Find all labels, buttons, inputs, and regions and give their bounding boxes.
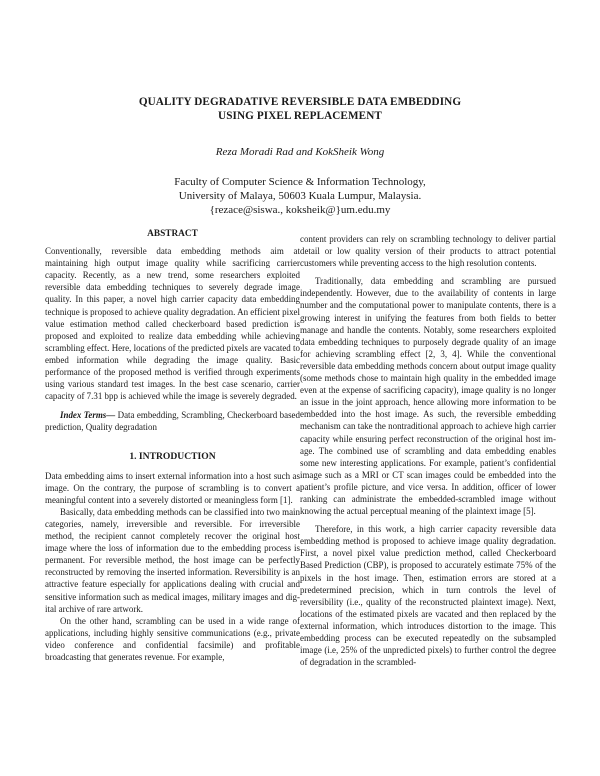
paper-title-line-1: QUALITY DEGRADATIVE REVERSIBLE DATA EMBEDDING [138, 96, 462, 108]
body-paragraph: content providers can rely on scrambling technology to deliver partial detail or low quality version of their products to attract potential customers while preventing access to the high resolution contents. [300, 234, 556, 269]
affiliation-university: University of Malaya, 50603 Kuala Lumpur, Malaysia. [178, 190, 422, 202]
abstract-text: Conventionally, reversible data embedding methods aim at maintaining high output image quality while sacrificing carrier capacity. Recently, as a new trend, some researchers exploited reversible data embedding techniques to severely degrade image quality. In this paper, a novel high carrier capacity data embedding technique is proposed to achieve quality degradation. An efficient pixel value estimation method called checkerboard based prediction is proposed and exploited to realize data embedding while achieving scrambling effect. Here, locations of the predicted pixels are vacated to embed information while degrading the image quality. Basic performance of the proposed method is verified through experiments using various standard test images. In the best case scenario, carrier capacity of 7.31 bpp is achieved while the image is severely degraded. [45, 246, 300, 402]
abstract-heading: ABSTRACT [147, 229, 198, 239]
introduction-heading: 1. INTRODUCTION [129, 450, 216, 462]
intro-paragraph: Data embedding aims to insert external information into a host such as image. On the contrary, the purpose of scrambling is to convert a meaningful content into a severely distorted or meaningless form [1]. [45, 470, 300, 505]
affiliation-faculty: Faculty of Computer Science & Information Technology, [174, 176, 426, 188]
index-terms [45, 409, 300, 433]
right-column [300, 233, 556, 668]
intro-paragraph: Basically, data embedding methods can be classified into two main categories, namely, irreversible and reversible. For irreversible method, the recipient cannot completely recover the original host image where the loss of information due to the embedding process is permanent. For reversible method, the host image can be perfectly reconstructed by removing the inserted information. Reversibility is an attractive feature especially for applications dealing with crucial and sensitive information such as medical images, military images and digital archive of rare artwork. [45, 506, 300, 614]
index-terms-list: Data embedding, Scrambling, Checkerboard based prediction, Quality degradation [45, 410, 300, 433]
paper-title-line-2: USING PIXEL REPLACEMENT [218, 109, 382, 122]
paper-authors: Reza Moradi Rad and KokSheik Wong [215, 146, 385, 158]
body-paragraph: Therefore, in this work, a high carrier capacity reversible data embedding method is proposed to achieve image quality degradation. First, a novel pixel value prediction method, called Checkerboard Based Prediction (CBP), is proposed to accurately estimate 75% of the pixels in the host image. Then, estimation errors are stored at a predetermined precision, which in turn controls the level of reversibility (i.e., quality of the reconstructed plaintext image). Next, locations of the estimated pixels are vacated and then replaced by the external information, which introduces distortion to the image. This embedding process can be executed repeatedly on the subsampled image (i.e, 25% of the unpredicted pixels) to further control the degree of degradation in the scrambled- [300, 524, 556, 668]
intro-paragraph: On the other hand, scrambling can be used in a wide range of applications, including highly sensitive communications (e.g., private video conference and confidential facsimile) and profitable broadcasting that generates revenue. For example, [45, 615, 300, 662]
body-paragraph: Traditionally, data embedding and scrambling are pursued independently. However, due to the availability of contents in large number and the computational power to manipulate contents, there is a growing interest in unifying the features from both fields to better manage and handle the contents. Notably, some researchers exploited data embedding techniques to purposely degrade quality of an image for achieving scrambling effect [2, 3, 4]. While the conventional reversible data embedding methods concern about output image quality (some methods chose to maintain high quality in the embedded image even at the expense of sacrificing capacity), image quality is no longer an issue in the joint approach, hence allowing more information to be embedded into the host image. As such, the reversible embedding mechanism can take the nontraditional approach to achieve high carrier capacity while ensuring perfect reconstruction of the original host image. The combined use of scrambling and data embedding enables some new interesting applications. For example, patient’s confidential image such as a MRI or CT scan images could be embedded into the patient’s profile picture, and vice versa. In addition, officer of lower ranking can administrate the embedded-scrambled image without knowing the actual perceptual meaning of the plaintext image [5]. [300, 276, 556, 517]
index-terms-label: Index Terms— [60, 410, 116, 421]
affiliation [0, 175, 600, 217]
affiliation-emails: {rezace@siswa., koksheik@}um.edu.my [209, 204, 391, 216]
left-column [45, 228, 300, 663]
paper-title [0, 96, 600, 123]
